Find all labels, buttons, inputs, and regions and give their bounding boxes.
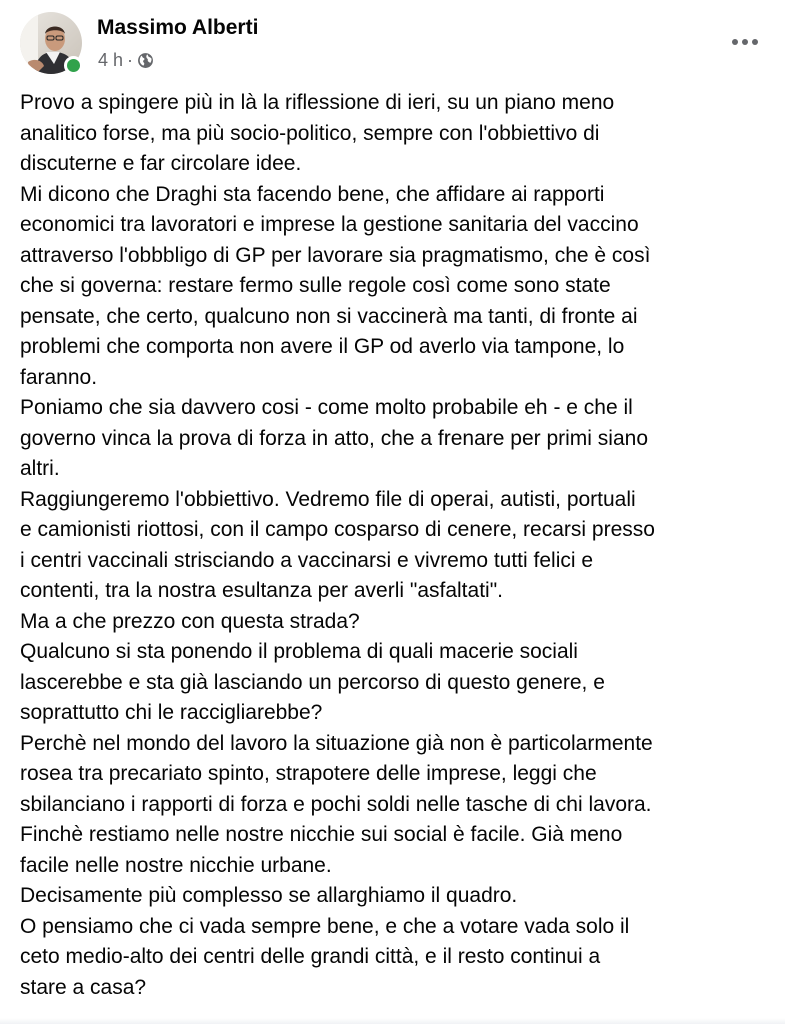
post-text-line: faranno. <box>20 365 98 389</box>
meta-separator: · <box>127 49 134 70</box>
post-time[interactable]: 4 h <box>98 49 124 70</box>
post-text-line: che si governa: restare fermo sulle regole così come sono state <box>20 274 611 297</box>
post-text-line: Provo a spingere più in là la riflessione di ieri, su un piano meno <box>20 91 615 114</box>
post-text-line: e camionisti riottosi, con il campo cosparso di cenere, recarsi presso <box>20 518 655 541</box>
post-text-line: i centri vaccinali strisciando a vaccinarsi e vivremo tutti felici e <box>20 548 594 572</box>
more-options-button[interactable] <box>725 22 765 62</box>
post-text-line: problemi che comporta non avere il GP od averlo via tampone, lo <box>20 335 625 358</box>
post-text-line: Poniamo che sia davvero cosi - come molto probabile eh - e che il <box>20 396 633 419</box>
post-text-line: lascerebbe e sta già lasciando un percorso di questo genere, e <box>20 670 605 694</box>
post-text-line: Ma a che prezzo con questa strada? <box>20 609 360 633</box>
post-text-line: Mi dicono che Draghi sta facendo bene, che affidare ai rapporti <box>20 182 605 206</box>
post-text-line: Finchè restiamo nelle nostre nicchie sui social è facile. Già meno <box>20 823 623 846</box>
post-text-line: rosea tra precariato spinto, strapotere delle imprese, leggi che <box>20 762 597 785</box>
post-text-line: discuterne e far circolare idee. <box>20 152 302 175</box>
online-status-dot <box>64 56 83 75</box>
post-text-line: attraverso l'obbbligo di GP per lavorare sia pragmatismo, che è così <box>20 243 651 267</box>
post-text-line: Decisamente più complesso se allarghiamo il quadro. <box>20 884 518 907</box>
globe-icon[interactable] <box>137 52 154 69</box>
avatar[interactable] <box>20 12 82 74</box>
post-text-line: facile nelle nostre nicchie urbane. <box>20 853 332 877</box>
post-text-line: Qualcuno si sta ponendo il problema di quali macerie sociali <box>20 640 578 663</box>
post-text-line: contenti, tra la nostra esultanza per averli "asfaltati". <box>20 579 503 602</box>
post-text-line: altri. <box>20 457 60 480</box>
post-text-line: pensate, che certo, qualcuno non si vaccinerà ma tanti, di fronte ai <box>20 304 638 328</box>
post-body-text <box>20 88 770 1003</box>
post-bottom-divider <box>0 1018 785 1024</box>
post-text-line: analitico forse, ma più socio-politico, sempre con l'obbiettivo di <box>20 121 600 145</box>
more-horizontal-icon <box>732 39 758 45</box>
post-text-line: sbilanciano i rapporti di forza e pochi soldi nelle tasche di chi lavora. <box>20 792 652 816</box>
post-text-line: stare a casa? <box>20 975 147 999</box>
author-name[interactable]: Massimo Alberti <box>97 16 259 39</box>
post-text-line: Perchè nel mondo del lavoro la situazione già non è particolarmente <box>20 731 653 755</box>
post-text-line: soprattutto chi le raccigliarebbe? <box>20 701 323 724</box>
post-text-line: ceto medio-alto dei centri delle grandi città, e il resto continui a <box>20 945 601 968</box>
post-meta <box>98 49 154 71</box>
post-text-line: O pensiamo che ci vada sempre bene, e che a votare vada solo il <box>20 914 630 938</box>
post-text-line: economici tra lavoratori e imprese la gestione sanitaria del vaccino <box>20 213 639 236</box>
post-header <box>20 12 765 76</box>
post-text-line: Raggiungeremo l'obbiettivo. Vedremo file di operai, autisti, portuali <box>20 487 636 511</box>
post-text-line: governo vinca la prova di forza in atto, che a frenare per primi siano <box>20 426 649 450</box>
